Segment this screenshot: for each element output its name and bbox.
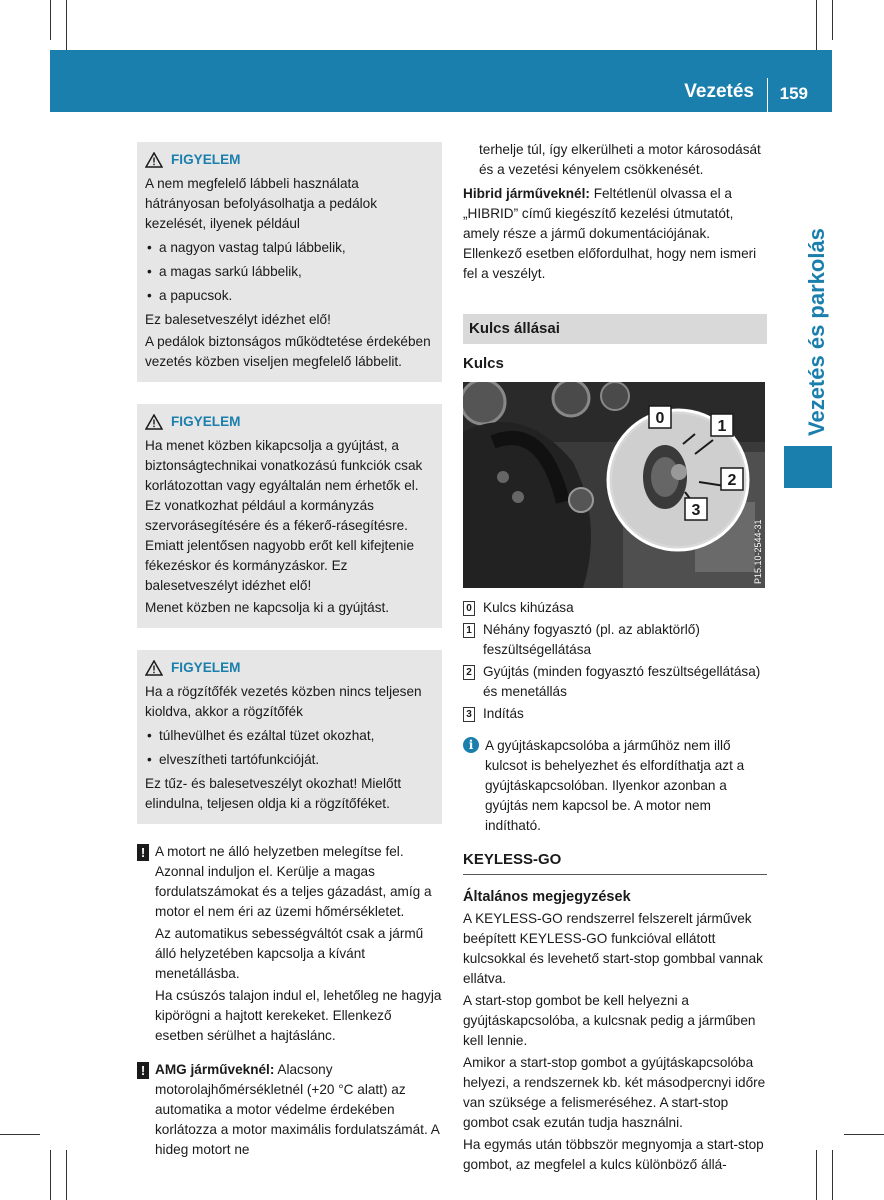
warning-triangle-icon xyxy=(145,152,163,168)
legend-key: 2 xyxy=(463,665,475,680)
legend-row xyxy=(463,620,767,660)
crop-mark xyxy=(50,1150,51,1200)
paragraph: Amikor a start-stop gombot a gyújtáskapcsolóba helyezi, a rendszernek kb. két másodpercnyi időre van szüksége a felismeréséhez. A start-stop gombot csak ezután tudja használni. xyxy=(463,1055,766,1130)
paragraph xyxy=(463,184,767,284)
keyless-heading: KEYLESS-GO xyxy=(463,850,767,875)
crop-mark xyxy=(844,1134,884,1135)
page-number: 159 xyxy=(779,84,808,103)
list-item: • a magas sarkú lábbelik, xyxy=(145,262,434,282)
figure-code: P15.10-2544-31 xyxy=(753,519,763,584)
ignition-figure xyxy=(463,382,765,588)
note-text: Ha csúszós talajon indul el, lehetőleg ne hagyja kipörögni a hajtott kerekeket. Ellenkező esetben sérülhet a hajtáslánc. xyxy=(155,988,442,1043)
list-item: • a nagyon vastag talpú lábbelik, xyxy=(145,238,434,258)
hybrid-text: Feltétlenül olvassa el a „HIBRID” című kiegészítő kezelési útmutatót, amely része a jármű dokumentációjának. Ellenkező esetben előfordulhat, hogy nem ismeri fel a veszélyt. xyxy=(463,186,757,281)
crop-mark xyxy=(816,1150,817,1200)
figure-label: 2 xyxy=(727,472,737,489)
warning-title xyxy=(145,412,434,432)
list-item: • túlhevülhet és ezáltal tüzet okozhat, xyxy=(145,726,434,746)
legend-text: Néhány fogyasztó (pl. az ablaktörlő) feszültségellátása xyxy=(483,622,700,657)
legend-key: 3 xyxy=(463,707,475,722)
figure-label: 1 xyxy=(717,418,727,435)
exclamation-icon: ! xyxy=(137,844,149,861)
warning-text: Ha a rögzítőfék vezetés közben nincs teljesen kioldva, akkor a rögzítőfék xyxy=(145,684,422,719)
warning-list xyxy=(145,238,434,306)
header-divider xyxy=(767,78,768,112)
note-text xyxy=(155,1060,442,1160)
sub-heading: Kulcs xyxy=(463,355,504,372)
section-heading: Kulcs állásai xyxy=(463,314,767,344)
info-text: A gyújtáskapcsolóba a járműhöz nem illő kulcsot is behelyezhet és elfordíthatja azt a gyújtáskapcsolóban. Ilyenkor azonban a gyújtás nem kapcsol be. A motor nem indítható. xyxy=(485,738,745,833)
exclamation-icon: ! xyxy=(137,1062,149,1079)
crop-mark xyxy=(66,0,67,50)
paragraph: A KEYLESS-GO rendszerrel felszerelt járművek beépített KEYLESS-GO funkcióval ellátott kulcsokkal és levehető start-stop gombbal vannak ellátva. xyxy=(463,911,763,986)
warning-triangle-icon xyxy=(145,660,163,676)
left-column xyxy=(137,142,442,1174)
paragraph: Ha egymás után többször megnyomja a start-stop gombot, az megfelel a kulcs különböző állá- xyxy=(463,1137,764,1172)
note-text: A motort ne álló helyzetben melegítse fel. Azonnal induljon el. Kerülje a magas fordulatszámokat és a teljes gázadást, amíg a motor el nem éri az üzemi hőmérsékletet. xyxy=(155,844,432,919)
note-bold: AMG járműveknél: xyxy=(155,1062,275,1077)
legend-row xyxy=(463,704,767,724)
warning-text: Ha menet közben kikapcsolja a gyújtást, a biztonságtechnikai vonatkozású funkciók csak korlátozottan vagy egyáltalán nem érhetők el. Ez vonatkozhat például a kormányzás szervorásegítésére és a fékerő-rásegítésre. Emiatt jelentősen nagyobb erőt kell kifejtenie fékezéskor és kormányzáskor. Ez balesetveszélyt idézhet elő! xyxy=(145,438,423,593)
warning-title-text: FIGYELEM xyxy=(171,152,241,167)
warning-title-text: FIGYELEM xyxy=(171,414,241,429)
note-text: Az automatikus sebességváltót csak a jármű álló helyzetében kapcsolja a kívánt menetállásba. xyxy=(155,926,424,981)
legend-key: 1 xyxy=(463,623,475,638)
warning-triangle-icon xyxy=(145,414,163,430)
general-heading: Általános megjegyzések xyxy=(463,889,631,905)
info-icon: i xyxy=(463,737,479,753)
warning-text: A nem megfelelő lábbeli használata hátrányosan befolyásolhatja a pedálok kezelését, ilyenek például xyxy=(145,176,378,231)
list-item: • a papucsok. xyxy=(145,286,434,306)
legend-text: Kulcs kihúzása xyxy=(483,600,574,615)
legend-text: Gyújtás (minden fogyasztó feszültségellátása) és menetállás xyxy=(483,664,761,699)
hybrid-bold: Hibrid járműveknél: xyxy=(463,186,590,201)
crop-mark xyxy=(832,0,833,40)
side-tab xyxy=(774,160,832,470)
warning-text: Ez tűz- és balesetveszélyt okozhat! Mielőtt elindulna, teljesen oldja ki a rögzítőféket. xyxy=(145,776,402,811)
ignition-illustration xyxy=(463,382,765,588)
side-tab-label: Vezetés és parkolás xyxy=(804,228,829,436)
crop-mark xyxy=(816,0,817,50)
warning-box xyxy=(137,142,442,382)
list-item: • elveszítheti tartófunkcióját. xyxy=(145,750,434,770)
legend xyxy=(463,598,767,724)
warning-text: A pedálok biztonságos működtetése érdekében vezetés közben viseljen megfelelő lábbelit. xyxy=(145,334,431,369)
right-column xyxy=(463,140,767,1177)
crop-mark xyxy=(0,1134,40,1135)
warning-text: Ez balesetveszélyt idézhet elő! xyxy=(145,312,331,327)
warning-box xyxy=(137,650,442,824)
legend-row xyxy=(463,662,767,702)
legend-key: 0 xyxy=(463,601,475,616)
page-header xyxy=(50,50,832,112)
side-tab-block xyxy=(784,446,832,488)
info-note xyxy=(463,736,767,836)
caution-note xyxy=(137,1060,442,1160)
warning-title xyxy=(145,150,434,170)
caution-note xyxy=(137,842,442,1046)
crop-mark xyxy=(832,1150,833,1200)
crop-mark xyxy=(50,0,51,40)
warning-text: Menet közben ne kapcsolja ki a gyújtást. xyxy=(145,600,390,615)
paragraph: A start-stop gombot be kell helyezni a gyújtáskapcsolóba, a kulcsnak pedig a járműben kell lennie. xyxy=(463,993,756,1048)
legend-text: Indítás xyxy=(483,706,524,721)
note-text-rest: Alacsony motorolajhőmérsékletnél (+20 °C alatt) az automatika a motor védelme érdekében korlátozza a motor maximális fordulatszámát. A hideg motort ne xyxy=(155,1062,440,1157)
section-title: Vezetés xyxy=(684,81,754,102)
figure-label: 0 xyxy=(655,410,665,427)
warning-title xyxy=(145,658,434,678)
warning-list xyxy=(145,726,434,770)
crop-mark xyxy=(66,1150,67,1200)
warning-box xyxy=(137,404,442,628)
figure-label: 3 xyxy=(691,502,701,519)
paragraph: terhelje túl, így elkerülheti a motor károsodását és a vezetési kényelem csökkenését. xyxy=(479,142,761,177)
legend-row xyxy=(463,598,767,618)
warning-title-text: FIGYELEM xyxy=(171,660,241,675)
